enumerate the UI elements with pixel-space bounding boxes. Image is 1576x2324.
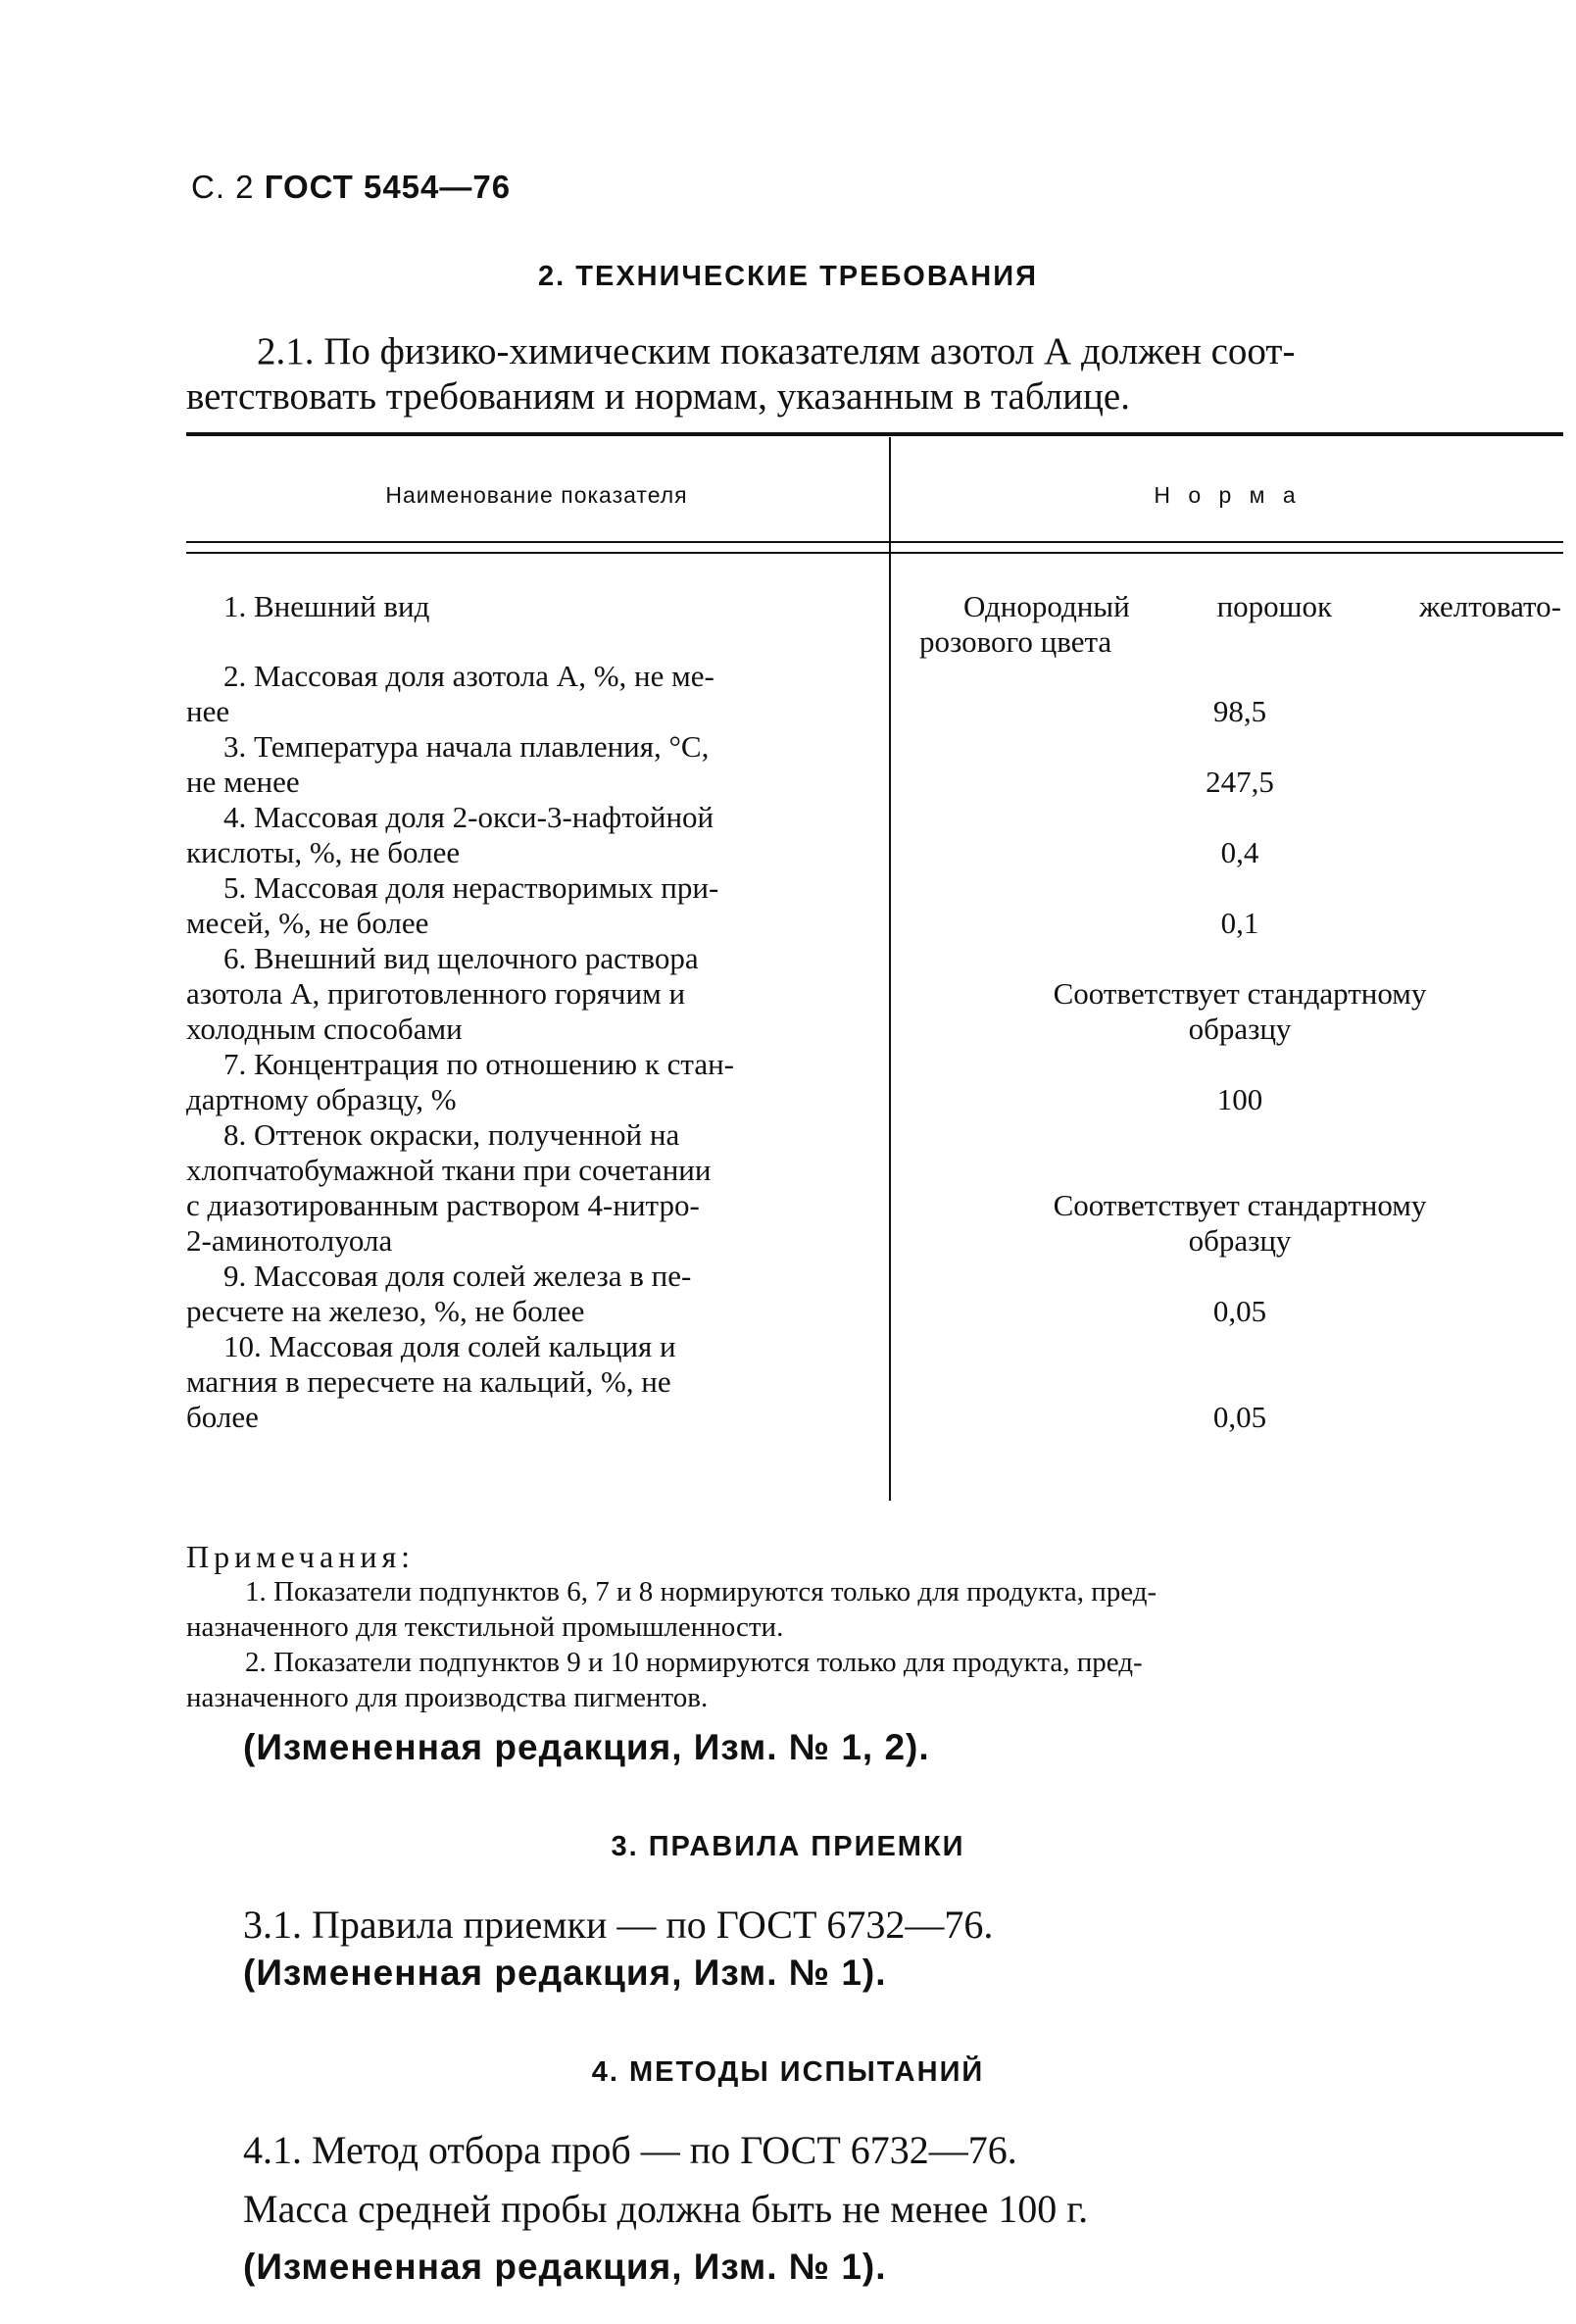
table-top-rule [186,432,1563,436]
page-header [191,169,511,206]
column-header-name: Наименование показателя [385,482,688,508]
section-4-title: 4. МЕТОДЫ ИСПЫТАНИЙ [591,2056,985,2088]
table-row-value: 98,5 [1212,694,1267,728]
standard-code: ГОСТ 5454—76 [264,169,512,205]
notes-title: Примечания: [186,1539,416,1574]
section-3-line-1: 3.1. Правила приемки — по ГОСТ 6732—76. [243,1903,994,1947]
note-1-line-2: назначенного для текстильной промышленности. [186,1611,784,1643]
note-2-line-1: 2. Показатели подпунктов 9 и 10 нормируются только для продукта, пред- [245,1647,1143,1678]
table-row-value: Однородный порошок желтовато- розового цвета [919,589,1561,659]
table-row-name: 6. Внешний вид щелочного раствора азотола А, приготовленного горячим и холодным способами [186,941,699,1046]
table-row-value: 0,05 [1212,1400,1267,1434]
section-4-line-2: Масса средней пробы должна быть не менее 100 г. [243,2187,1089,2231]
table-row-value: 247,5 [1206,765,1274,799]
table-row-value: 0,4 [1220,835,1259,869]
table-header-rule-2 [186,552,1563,554]
table-row-value: 0,05 [1212,1294,1267,1328]
column-header-norm: Н о р м а [1154,482,1302,508]
table-row-name: 9. Массовая доля солей железа в пе- ресчете на железо, %, не более [186,1259,692,1328]
table-row-value: Соответствует стандартному образцу [1053,976,1427,1046]
section-2-intro [186,329,1560,420]
page-number: С. 2 [191,169,255,205]
table-row-name: 2. Массовая доля азотола А, %, не ме- нее [186,659,714,728]
table-row-name: 8. Оттенок окраски, полученной на хлопчатобумажной ткани при сочетании с диазотированным раствором 4-нитро- 2-аминотолуола [186,1117,712,1258]
amendment-note-section-4: (Измененная редакция, Изм. № 1). [243,2247,887,2287]
section-3-title: 3. ПРАВИЛА ПРИЕМКИ [611,1831,965,1862]
amendment-note-section-3: (Измененная редакция, Изм. № 1). [243,1953,887,1993]
section-2-title: 2. ТЕХНИЧЕСКИЕ ТРЕБОВАНИЯ [538,261,1038,292]
amendment-note-1-2: (Измененная редакция, Изм. № 1, 2). [243,1727,930,1767]
table-row-value: Соответствует стандартному образцу [1053,1188,1427,1258]
table-row-name: 10. Массовая доля солей кальция и магния в пересчете на кальций, %, не более [186,1329,676,1434]
note-1-line-1: 1. Показатели подпунктов 6, 7 и 8 нормируются только для продукта, пред- [245,1576,1157,1607]
note-2-line-2: назначенного для производства пигментов. [186,1682,709,1713]
table-row-name: 7. Концентрация по отношению к стан- дартному образцу, % [186,1047,734,1116]
table-row-name: 5. Массовая доля нерастворимых при- месей, %, не более [186,870,719,940]
table-notes [186,1539,1560,1715]
table-row-value: 100 [1216,1082,1263,1116]
table-row-name: 3. Температура начала плавления, °С, не менее [186,729,710,799]
table-row-name: 4. Массовая доля 2-окси-3-нафтойной кислоты, %, не более [186,800,714,869]
table-header-rule-1 [186,541,1563,543]
intro-line-1: 2.1. По физико-химическим показателям азотол А должен соот- [257,330,1296,372]
section-4-line-1: 4.1. Метод отбора проб — по ГОСТ 6732—76. [243,2128,1017,2172]
table-row-name: 1. Внешний вид [223,589,430,623]
table-row-value: 0,1 [1220,906,1259,940]
intro-line-2: ветствовать требованиям и нормам, указанным в таблице. [186,375,1130,418]
table-column-divider [889,437,891,1501]
